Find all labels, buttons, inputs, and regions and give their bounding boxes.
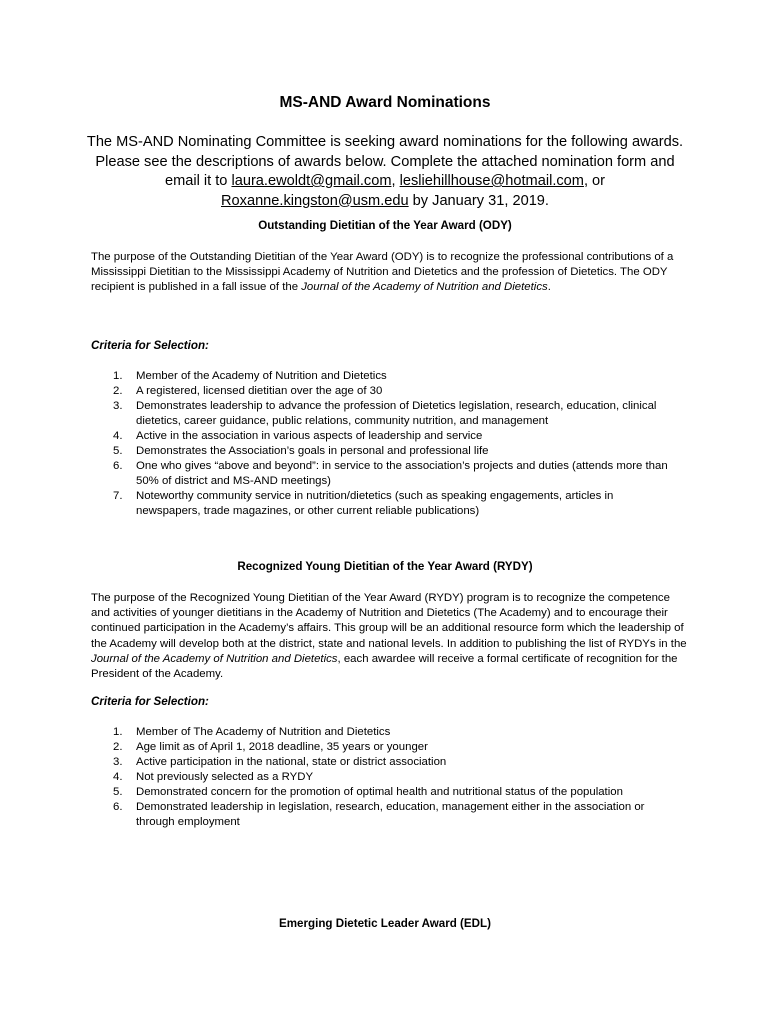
list-item-number: 6. xyxy=(113,801,123,813)
email-link-laura[interactable]: laura.ewoldt@gmail.com xyxy=(231,173,392,189)
list-item-number: 6. xyxy=(113,460,123,472)
list-item-number: 2. xyxy=(113,385,123,397)
ody-purpose-text: The purpose of the Outstanding Dietitian of the Year Award (ODY) is to recognize the professional contributions of a Mississippi Dietitian to the Mississippi Academy of Nutrition and Dietetics and the profession of Dietetics. The ODY recipient is published in a fall issue of the xyxy=(91,251,674,294)
intro-text-1: The MS-AND Nominating Committee is seeking award nominations for the following awards. Please see the descriptions of awards below. Complete the attached nomination form and email it to xyxy=(86,134,684,189)
list-item-number: 4. xyxy=(113,430,123,442)
list-item-text: Active in the association in various aspects of leadership and service xyxy=(136,430,483,442)
page-title: MS-AND Award Nominations xyxy=(279,94,491,111)
list-item-number: 4. xyxy=(113,771,123,783)
list-item xyxy=(91,770,681,785)
list-item-number: 7. xyxy=(113,490,123,502)
ody-purpose-end: . xyxy=(547,281,551,294)
ody-purpose-paragraph xyxy=(91,250,691,296)
list-item-number: 2. xyxy=(113,741,123,753)
intro-separator-2: , or xyxy=(583,173,606,189)
list-item xyxy=(91,725,681,740)
list-item-text: Age limit as of April 1, 2018 deadline, 35 years or younger xyxy=(136,741,428,753)
edl-heading: Emerging Dietetic Leader Award (EDL) xyxy=(279,917,491,930)
list-item xyxy=(91,459,681,489)
email-link-leslie[interactable]: lesliehillhouse@hotmail.com xyxy=(399,173,584,189)
ody-journal-title: Journal of the Academy of Nutrition and Dietetics xyxy=(301,281,548,294)
list-item-text: Member of the Academy of Nutrition and Dietetics xyxy=(136,370,387,382)
list-item-text: A registered, licensed dietitian over the age of 30 xyxy=(136,385,383,397)
list-item xyxy=(91,444,681,459)
list-item xyxy=(91,800,681,830)
list-item xyxy=(91,384,681,399)
intro-paragraph xyxy=(80,133,690,211)
list-item-text: Demonstrated leadership in legislation, research, education, management either in the association or through employment xyxy=(136,801,645,828)
list-item-number: 3. xyxy=(113,400,123,412)
list-item-text: Demonstrated concern for the promotion of optimal health and nutritional status of the population xyxy=(136,786,623,798)
list-item-text: One who gives “above and beyond”: in service to the association’s projects and duties (attends more than 50% of district and MS-AND meetings) xyxy=(136,460,668,487)
list-item-number: 3. xyxy=(113,756,123,768)
list-item xyxy=(91,429,681,444)
email-link-roxanne[interactable]: Roxanne.kingston@usm.edu xyxy=(221,192,409,209)
list-item-number: 5. xyxy=(113,786,123,798)
list-item xyxy=(91,489,681,519)
rydy-criteria-list xyxy=(91,725,681,830)
list-item-text: Member of The Academy of Nutrition and Dietetics xyxy=(136,726,391,738)
ody-criteria-label: Criteria for Selection: xyxy=(91,339,209,352)
rydy-purpose-end: , each awardee will receive a formal certificate of recognition for the President of the Academy. xyxy=(91,652,678,681)
list-item-text: Not previously selected as a RYDY xyxy=(136,771,314,783)
rydy-purpose-text: The purpose of the Recognized Young Dietitian of the Year Award (RYDY) program is to recognize the competence and activities of younger dietitians in the Academy of Nutrition and Dietetics (The Academy) and to encourage their continued participation in the Academy’s affairs. This group will be an additional resource form which the leadership of the Academy will develop both at the district, state and national levels. In addition to publishing the list of RYDYs in the xyxy=(91,592,687,650)
list-item-number: 1. xyxy=(113,370,123,382)
rydy-purpose-paragraph xyxy=(91,591,691,682)
intro-separator-1: , xyxy=(391,173,400,189)
list-item xyxy=(91,755,681,770)
intro-text-2: by January 31, 2019. xyxy=(408,192,549,209)
ody-heading: Outstanding Dietitian of the Year Award (ODY) xyxy=(258,219,512,232)
list-item xyxy=(91,785,681,800)
rydy-heading: Recognized Young Dietitian of the Year Award (RYDY) xyxy=(237,560,533,573)
rydy-journal-title: Journal of the Academy of Nutrition and Dietetics xyxy=(91,652,338,665)
rydy-criteria-label: Criteria for Selection: xyxy=(91,695,209,708)
list-item-number: 1. xyxy=(113,726,123,738)
list-item-text: Active participation in the national, state or district association xyxy=(136,756,447,768)
list-item-number: 5. xyxy=(113,445,123,457)
list-item-text: Demonstrates the Association’s goals in personal and professional life xyxy=(136,445,489,457)
list-item xyxy=(91,740,681,755)
ody-criteria-list xyxy=(91,369,681,519)
list-item xyxy=(91,369,681,384)
list-item-text: Demonstrates leadership to advance the profession of Dietetics legislation, research, education, clinical dietetics, career guidance, public relations, community nutrition, and management xyxy=(136,400,657,427)
list-item-text: Noteworthy community service in nutrition/dietetics (such as speaking engagements, articles in newspapers, trade magazines, or other current reliable publications) xyxy=(136,490,614,517)
list-item xyxy=(91,399,681,429)
